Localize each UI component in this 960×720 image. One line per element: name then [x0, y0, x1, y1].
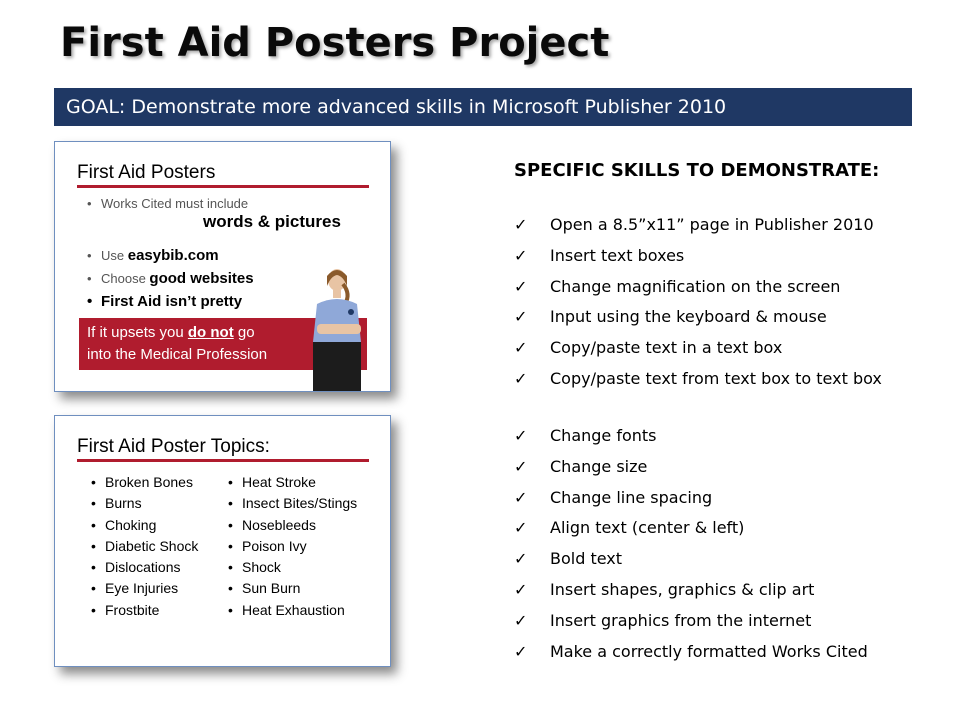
goal-banner: GOAL: Demonstrate more advanced skills in Microsoft Publisher 2010 [54, 88, 912, 126]
list-item [87, 196, 341, 244]
check-mark-icon: ✓ [514, 338, 528, 358]
skill-text: Input using the keyboard & mouse [550, 307, 827, 327]
list-item: • Choking [91, 515, 198, 536]
card2-title-rule [77, 459, 369, 462]
skill-text: Change fonts [550, 425, 657, 445]
list-item: • Frostbite [91, 600, 198, 621]
poster-topics-card [54, 415, 391, 667]
topics-left-list [91, 472, 198, 621]
skills-list [514, 212, 914, 669]
list-item: • Diabetic Shock [91, 536, 198, 557]
use-text: Use [101, 248, 128, 263]
skill-text: Make a correctly formatted Works Cited [550, 641, 868, 661]
skill-item [514, 366, 914, 423]
good-websites-text: good websites [149, 270, 254, 287]
list-item: • Insect Bites/Stings [228, 493, 357, 514]
easybib-text: easybib.com [127, 247, 219, 264]
check-mark-icon: ✓ [514, 425, 528, 445]
skill-text: Open a 8.5”x11” page in Publisher 2010 [550, 215, 874, 234]
check-mark-icon: ✓ [514, 487, 528, 507]
check-mark-icon: ✓ [514, 518, 528, 538]
warning-post-text: go [233, 324, 255, 341]
check-mark-icon: ✓ [514, 641, 528, 661]
skill-item [514, 243, 914, 274]
skill-item [514, 515, 914, 546]
warning-pre-text: If it upsets you [87, 324, 188, 341]
first-aid-posters-card [54, 141, 391, 392]
skill-text: Change line spacing [550, 487, 713, 507]
list-item: • Poison Ivy [228, 536, 357, 557]
skill-item [514, 423, 914, 454]
skill-item [514, 485, 914, 516]
skill-text: Bold text [550, 549, 623, 569]
skill-item [514, 335, 914, 366]
skill-item [514, 304, 914, 335]
skill-item [514, 577, 914, 608]
list-item: • Broken Bones [91, 472, 198, 493]
list-item: • Shock [228, 557, 357, 578]
choose-text: Choose [101, 271, 150, 286]
check-mark-icon: ✓ [514, 610, 528, 630]
check-mark-icon: ✓ [514, 579, 528, 599]
skill-text: Insert shapes, graphics & clip art [550, 579, 815, 599]
skill-text: Align text (center & left) [550, 518, 745, 538]
skill-text: Insert text boxes [550, 245, 685, 265]
skill-item [514, 608, 914, 639]
slide-title: First Aid Posters Project [60, 20, 610, 66]
list-item: • Sun Burn [228, 578, 357, 599]
check-mark-icon: ✓ [514, 245, 528, 265]
skill-item [514, 274, 914, 305]
list-item: • Heat Exhaustion [228, 600, 357, 621]
card1-title: First Aid Posters [77, 162, 216, 183]
words-pictures-text: words & pictures [203, 212, 341, 231]
list-item: • Burns [91, 493, 198, 514]
check-mark-icon: ✓ [514, 368, 528, 388]
do-not-text: do not [187, 324, 234, 341]
list-item: • Eye Injuries [91, 578, 198, 599]
card1-title-rule [77, 185, 369, 188]
card2-title: First Aid Poster Topics: [77, 436, 270, 457]
skill-text: Change magnification on the screen [550, 276, 841, 296]
first-aid-not-pretty-text: First Aid isn’t pretty [101, 293, 243, 310]
skills-heading: SPECIFIC SKILLS TO DEMONSTRATE: [514, 160, 880, 181]
works-cited-text: Works Cited must include [101, 196, 249, 211]
check-mark-icon: ✓ [514, 549, 528, 569]
check-mark-icon: ✓ [514, 456, 528, 476]
skill-item [514, 639, 914, 670]
check-mark-icon: ✓ [514, 307, 528, 327]
warning-line-2: into the Medical Profession [87, 346, 268, 363]
list-item: • Heat Stroke [228, 472, 357, 493]
nurse-illustration [303, 264, 373, 392]
skill-text: Copy/paste text from text box to text box [550, 368, 882, 388]
skill-text: Insert graphics from the internet [550, 610, 812, 630]
skill-item [514, 454, 914, 485]
check-mark-icon: ✓ [514, 276, 528, 296]
topics-right-list [228, 472, 357, 621]
check-mark-icon: ✓ [514, 215, 528, 234]
skill-text: Change size [550, 456, 648, 476]
skill-item [514, 212, 914, 243]
skill-item [514, 546, 914, 577]
list-item: • Nosebleeds [228, 515, 357, 536]
skill-text: Copy/paste text in a text box [550, 338, 783, 358]
list-item: • Dislocations [91, 557, 198, 578]
